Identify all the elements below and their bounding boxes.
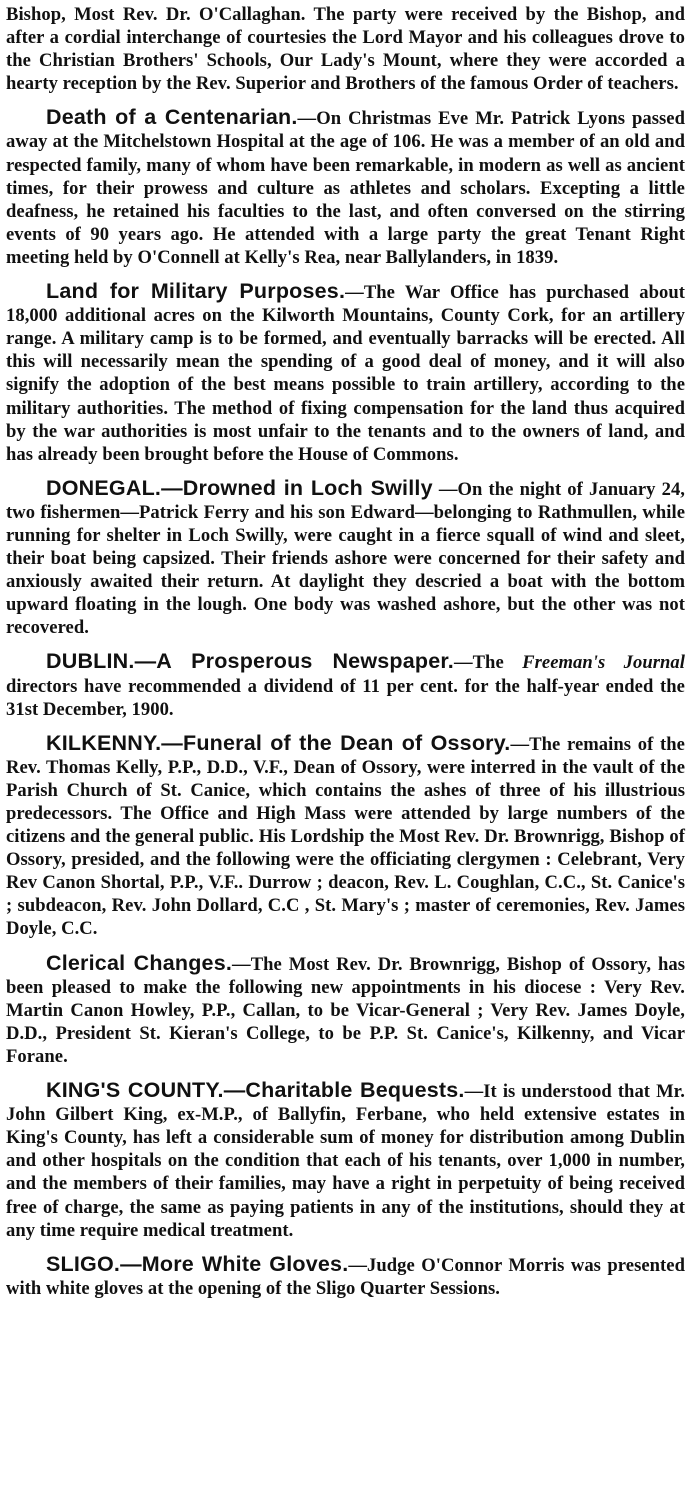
heading-dash: — [510, 733, 530, 755]
article-heading: Death of a Centenarian. [46, 105, 298, 130]
heading-dash: — [232, 953, 251, 975]
heading-dash: — [432, 478, 458, 500]
article-sligo [6, 1253, 685, 1300]
article-kilkenny [6, 732, 685, 941]
article-heading: KING'S COUNTY.—Charitable Bequests. [46, 1078, 465, 1103]
newspaper-title: Freeman's Journal [522, 652, 685, 674]
article-body: It is understood that Mr. John Gilbert King, ex-M.P., of Ballyfin, Ferbane, who held extensive estates in King's County, has left a considerable sum of money for distribution among Dublin and other hospitals on the condition that each of his tenants, over 1,000 in number, and the members of their families, may have a right in perpetuity of being received free of charge, the same as paying patients in any of the institutions, should they at any time require medical treatment. [6, 1081, 685, 1241]
article-military-land [6, 280, 685, 466]
article-heading: DONEGAL.—Drowned in Loch Swilly [46, 475, 433, 500]
article-dublin [6, 650, 685, 720]
heading-dash: — [345, 282, 364, 304]
article-body: The War Office has purchased about 18,000 additional acres on the Kilworth Mountains, County Cork, for an artillery range. A military camp is to be formed, and eventually barracks will be erected. All this will necessarily mean the spending of a good deal of money, and it will also signify the adoption of the best means possible to train artillery, according to the military authorities. The method of fixing compensation for the land thus acquired by the war authorities is most unfair to the tenants and to the owners of land, and has already been brought before the House of Commons. [6, 282, 686, 465]
article-body: The remains of the Rev. Thomas Kelly, P.P., D.D., V.F., Dean of Ossory, were interred in the vault of the Parish Church of St. Canice, which contains the ashes of three of his illustrious predecessors. The Office and High Mass were attended by large numbers of the citizens and the general public. His Lordship the Most Rev. Dr. Brownrigg, Bishop of Ossory, presided, and the following were the officiating clergymen : Celebrant, Very Rev Canon Shortal, P.P., V.F.. Durrow ; deacon, Rev. L. Coughlan, C.C., St. Canice's ; subdeacon, Rev. John Dollard, C.C , St. Mary's ; master of ceremonies, Rev. James Doyle, C.C. [6, 733, 685, 940]
article-centenarian [6, 106, 685, 269]
article-kings-county [6, 1079, 685, 1242]
article-body: Judge O'Connor Morris was presented with white gloves at the opening of the Sligo Quarter Sessions. [6, 1254, 685, 1299]
heading-dash: — [297, 108, 317, 130]
article-heading: Land for Military Purposes. [46, 279, 346, 304]
article-body: The Most Rev. Dr. Brownrigg, Bishop of Ossory, has been pleased to make the following new appointments in his diocese : Very Rev. Martin Canon Howley, P.P., Callan, to be Vicar-General ; Very Rev. James Doyle, D.D., President St. Kieran's College, to be P.P. St. Canice's, Kilkenny, and Vicar Forane. [6, 953, 685, 1067]
article-donegal [6, 477, 685, 640]
article-body: directors have recommended a dividend of 11 per cent. for the half-year ended the 31st December, 1900. [6, 675, 685, 720]
article-body: On Christmas Eve Mr. Patrick Lyons passed away at the Mitchelstown Hospital at the age of 106. He was a member of an old and respected family, many of whom have been remarkable, in modern as well as ancient times, for their prowess and culture as athletes and scholars. Excepting a little deafness, he retained his faculties to the last, and often conversed on the stirring events of 90 years ago. He attended with a large party the great Tenant Right meeting held by O'Connell at Kelly's Rea, near Ballylanders, in 1839. [6, 108, 686, 268]
article-body: On the night of January 24, two fishermen—Patrick Ferry and his son Edward—belonging to Rathmullen, while running for shelter in Loch Swilly, were caught in a fierce squall of wind and sleet, their boat being capsized. Their friends ashore were concerned for their safety and anxiously awaited their return. At daylight they descried a boat with the bottom upward floating in the lough. One body was washed ashore, but the other was not recovered. [6, 478, 685, 639]
article-heading: Clerical Changes. [46, 950, 233, 975]
article-heading: SLIGO.—More White Gloves. [46, 1251, 349, 1276]
heading-dash: — [464, 1081, 484, 1103]
article-heading: DUBLIN.—A Prosperous Newspaper. [46, 649, 454, 674]
heading-dash: — [453, 652, 473, 674]
article-body: Bishop, Most Rev. Dr. O'Callaghan. The party were received by the Bishop, and after a cordial interchange of courtesies the Lord Mayor and his colleagues drove to the Christian Brothers' Schools, Our Lady's Mount, where they were accorded a hearty reception by the Rev. Superior and Brothers of the famous Order of teachers. [6, 4, 685, 95]
heading-dash: — [348, 1254, 368, 1276]
article-body-lead: The [472, 652, 523, 674]
article-heading: KILKENNY.—Funeral of the Dean of Ossory. [46, 730, 511, 755]
article-clerical-changes [6, 952, 685, 1068]
article-continuation [6, 3, 685, 95]
